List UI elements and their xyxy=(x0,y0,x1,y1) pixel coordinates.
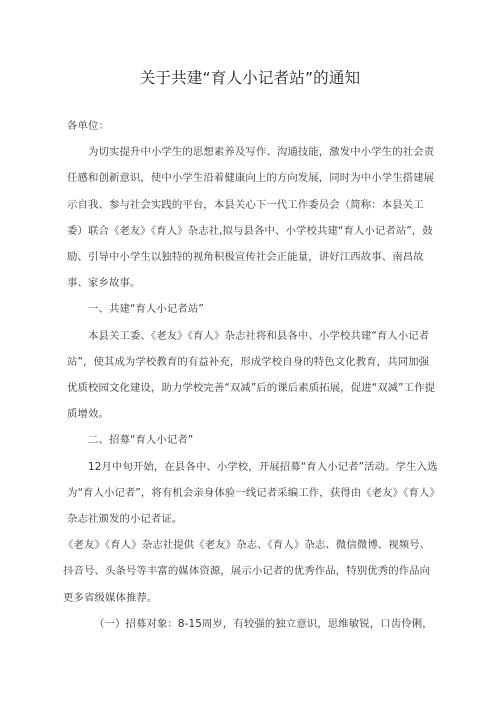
paragraph-section-1: 本县关工委、《老友》《育人》杂志社将和县各中、小学校共建“育人小记者站”，使其成为学校教育的有益补充，形成学校自身的特色文化教育，共同加强优质校园文化建设，助力学校完善“双减”后的课后素质拓展，促进“双减”工作提质增效。 xyxy=(67,329,436,421)
paragraph-intro: 为切实提升中小学生的思想素养及写作、沟通技能，激发中小学生的社会责任感和创新意识，使中小学生沿着健康向上的方向发展，同时为中小学生搭建展示自我、参与社会实践的平台，本县关心下一代工作委员会（简称：本县关工委）联合《老友》《育人》杂志社,拟与县各中、小学校共建“育人小记者站”，鼓励、引导中小学生以独特的视角积极宣传社会正能量，讲好江西故事、南昌故事、家乡故事。 xyxy=(67,146,435,290)
document-body xyxy=(63,113,439,637)
document-title: 关于共建“育人小记者站”的通知 xyxy=(139,69,361,87)
section-heading-2: 二、招募“育人小记者” xyxy=(88,434,194,447)
salutation: 各单位： xyxy=(67,120,109,132)
paragraph-recruitment: 12月中旬开始，在县各中、小学校，开展招募“育人小记者”活动。学生入选为“育人小记者”，将有机会亲身体验一线记者采编工作，获得由《老友》《育人》杂志社颁发的小记者证。 xyxy=(67,460,438,526)
list-item-recruitment-target: （一）招募对象：8-15周岁，有较强的独立意识，思维敏锐，口齿伶俐， xyxy=(94,617,433,630)
paragraph-media-resources: 《老友》《育人》杂志社提供《老友》杂志、《育人》杂志、微信微博、视频号、抖音号、头条号等丰富的媒体资源，展示小记者的优秀作品，特别优秀的作品向更多省级媒体推荐。 xyxy=(63,539,431,604)
section-heading-1: 一、共建“育人小记者站” xyxy=(88,303,204,316)
